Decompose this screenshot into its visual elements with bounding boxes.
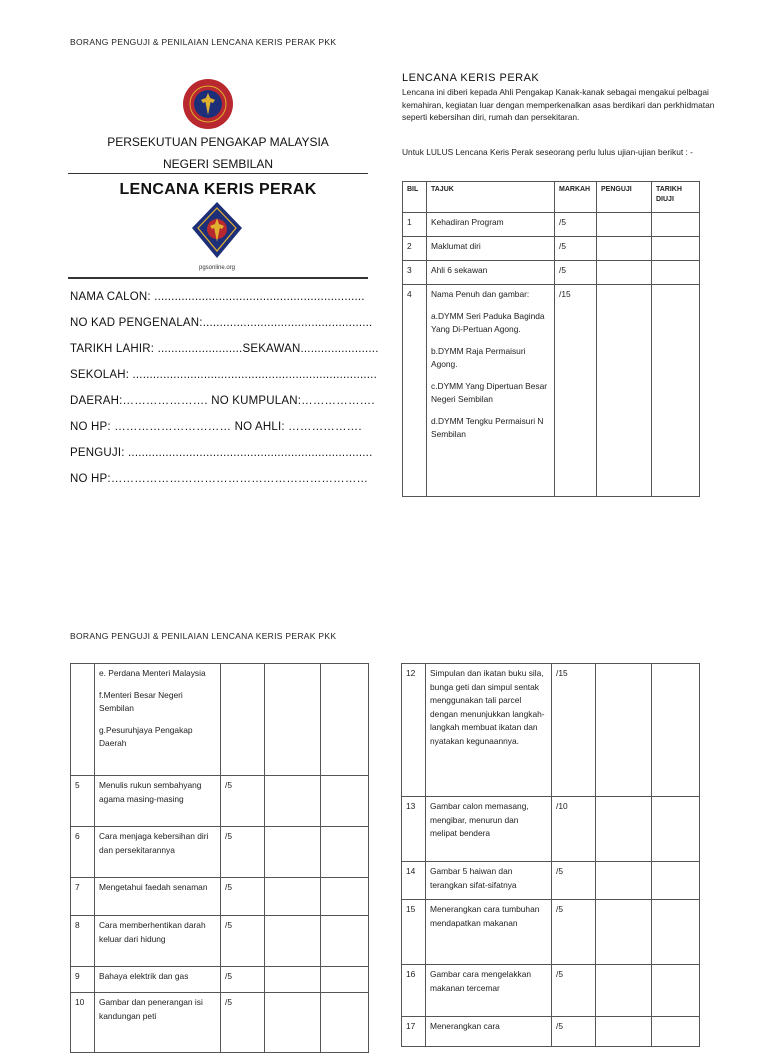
right-title: LENCANA KERIS PERAK	[402, 72, 540, 84]
table-row	[71, 916, 369, 967]
row-penguji-cell[interactable]	[265, 776, 321, 827]
row-bil: 1	[403, 213, 427, 237]
row-markah: /5	[552, 965, 596, 1017]
requirements-table-page2-left	[70, 663, 369, 1053]
row-markah: /5	[221, 827, 265, 878]
row-markah: /5	[552, 900, 596, 965]
table-row	[71, 827, 369, 878]
row-markah: /5	[555, 237, 597, 261]
row-tarikh-cell[interactable]	[321, 916, 369, 967]
row-markah: /5	[221, 993, 265, 1053]
row4-part: c.DYMM Yang Dipertuan Besar Negeri Sembilan	[431, 380, 548, 404]
table-row	[71, 967, 369, 993]
scout-association-logo	[182, 78, 234, 130]
row-tajuk: Gambar calon memasang, mengibar, menurun dan melipat bendera	[426, 797, 552, 862]
row-markah: /5	[221, 967, 265, 993]
row-markah: /5	[552, 862, 596, 900]
row-bil: 14	[402, 862, 426, 900]
row-penguji-cell[interactable]	[596, 862, 652, 900]
row-markah: /10	[552, 797, 596, 862]
row-bil: 4	[403, 285, 427, 497]
row-bil: 9	[71, 967, 95, 993]
header-penguji: PENGUJI	[597, 182, 652, 213]
row-penguji-cell[interactable]	[597, 261, 652, 285]
field-nama-calon[interactable]: NAMA CALON: ..............................................................	[70, 291, 365, 303]
row-penguji-cell[interactable]	[596, 900, 652, 965]
row-tarikh-cell[interactable]	[652, 285, 700, 497]
row-markah: /5	[221, 916, 265, 967]
row-tajuk: Maklumat diri	[427, 237, 555, 261]
organization-state: NEGERI SEMBILAN	[162, 157, 274, 171]
row-tajuk: Gambar dan penerangan isi kandungan peti	[95, 993, 221, 1053]
field-no-kad-pengenalan[interactable]: NO KAD PENGENALAN:..................................................	[70, 317, 373, 329]
row-tarikh-cell[interactable]	[321, 967, 369, 993]
header-markah: MARKAH	[555, 182, 597, 213]
row4-part: Nama Penuh dan gambar:	[431, 289, 530, 299]
table-row	[403, 285, 700, 497]
row-penguji-cell[interactable]	[265, 827, 321, 878]
row-markah: /5	[555, 213, 597, 237]
keris-perak-badge-emblem	[190, 200, 244, 272]
row4-continued-part: f.Menteri Besar Negeri Sembilan	[99, 689, 183, 713]
row-tarikh-cell[interactable]	[652, 965, 700, 1017]
row-tajuk	[95, 664, 221, 776]
row-tajuk: Gambar cara mengelakkan makanan tercemar	[426, 965, 552, 1017]
row-penguji-cell[interactable]	[597, 285, 652, 497]
row-bil: 3	[403, 261, 427, 285]
table-row	[403, 237, 700, 261]
row-tajuk: Cara menjaga kebersihan diri dan persekitarannya	[95, 827, 221, 878]
row4-continued-part: e. Perdana Menteri Malaysia	[99, 668, 206, 678]
field-no-hp-no-ahli[interactable]: NO HP: ………………………… NO AHLI: ……………….	[70, 421, 362, 433]
row-penguji-cell[interactable]	[265, 664, 321, 776]
row-penguji-cell[interactable]	[597, 237, 652, 261]
row-tajuk: Simpulan dan ikatan buku sila, bunga geti dan simpul sentak menggunakan tali parcel dengan menunjukkan langkah-langkah membuat ikatan dan nyatakan kegunaannya.	[426, 664, 552, 797]
row-bil	[71, 664, 95, 776]
row-markah: /5	[555, 261, 597, 285]
table-row	[402, 664, 700, 797]
row-tajuk: Mengetahui faedah senaman	[95, 878, 221, 916]
row-tajuk: Menerangkan cara tumbuhan mendapatkan makanan	[426, 900, 552, 965]
intro-paragraph: Lencana ini diberi kepada Ahli Pengakap Kanak-kanak sebagai mengakui pelbagai kemahiran, kegiatan luar dengan memperkenalkan asas berdikari dan perkhidmatan seperti kebersihan diri, rumah dan persekitaran.	[402, 87, 715, 122]
row-markah: /15	[552, 664, 596, 797]
row-bil: 5	[71, 776, 95, 827]
row-tarikh-cell[interactable]	[652, 900, 700, 965]
row-markah: /5	[552, 1017, 596, 1047]
row4-part: b.DYMM Raja Permaisuri Agong.	[431, 345, 526, 369]
row-markah: /5	[221, 776, 265, 827]
row-bil: 7	[71, 878, 95, 916]
row-penguji-cell[interactable]	[265, 916, 321, 967]
field-sekolah[interactable]: SEKOLAH: ........................................................................	[70, 369, 377, 381]
row-penguji-cell[interactable]	[596, 797, 652, 862]
table-row	[402, 797, 700, 862]
divider-bottom	[68, 277, 368, 279]
row-tajuk: Bahaya elektrik dan gas	[95, 967, 221, 993]
row-tarikh-cell[interactable]	[652, 664, 700, 797]
row-bil: 2	[403, 237, 427, 261]
page2-header: BORANG PENGUJI & PENILAIAN LENCANA KERIS PERAK PKK	[70, 631, 337, 641]
row-tarikh-cell[interactable]	[321, 776, 369, 827]
row-penguji-cell[interactable]	[265, 993, 321, 1053]
row-tajuk	[427, 285, 555, 497]
row-bil: 13	[402, 797, 426, 862]
table-row	[71, 664, 369, 776]
table-row	[71, 993, 369, 1053]
badge-title: LENCANA KERIS PERAK	[119, 181, 317, 198]
row-tajuk: Menulis rukun sembahyang agama masing-masing	[95, 776, 221, 827]
row-penguji-cell[interactable]	[265, 967, 321, 993]
row-tarikh-cell[interactable]	[652, 213, 700, 237]
divider-top	[68, 173, 368, 174]
row-tajuk: Cara memberhentikan darah keluar dari hidung	[95, 916, 221, 967]
row-tarikh-cell[interactable]	[652, 237, 700, 261]
table-row	[402, 965, 700, 1017]
row-tarikh-cell[interactable]	[321, 993, 369, 1053]
row-bil: 12	[402, 664, 426, 797]
row-tajuk: Kehadiran Program	[427, 213, 555, 237]
row-penguji-cell[interactable]	[265, 878, 321, 916]
row-tarikh-cell[interactable]	[652, 261, 700, 285]
row-bil: 6	[71, 827, 95, 878]
requirements-table-page2-right	[401, 663, 700, 1047]
row-tajuk: Gambar 5 haiwan dan terangkan sifat-sifatnya	[426, 862, 552, 900]
row-bil: 8	[71, 916, 95, 967]
row-tarikh-cell[interactable]	[321, 878, 369, 916]
header-tajuk: TAJUK	[427, 182, 555, 213]
organization-name: PERSEKUTUAN PENGAKAP MALAYSIA	[107, 135, 329, 149]
table-header-row	[403, 182, 700, 213]
row-tarikh-cell[interactable]	[321, 664, 369, 776]
row-tarikh-cell[interactable]	[321, 827, 369, 878]
table-row	[71, 878, 369, 916]
row-bil: 16	[402, 965, 426, 1017]
row-markah	[221, 664, 265, 776]
field-penguji[interactable]: PENGUJI: ........................................................................	[70, 447, 373, 459]
header-tarikh-diuji: TARIKH DIUJI	[652, 182, 700, 213]
requirements-table-page1	[402, 181, 700, 497]
row-penguji-cell[interactable]	[596, 965, 652, 1017]
table-row	[403, 261, 700, 285]
row-tarikh-cell[interactable]	[652, 862, 700, 900]
row-penguji-cell[interactable]	[596, 664, 652, 797]
table-row	[402, 862, 700, 900]
row-markah: /15	[555, 285, 597, 497]
field-penguji-no-hp[interactable]: NO HP:…………………………………………………………	[70, 473, 369, 485]
table-row	[403, 213, 700, 237]
badge-website-text: pgsonline.org	[198, 265, 236, 271]
table-row	[402, 900, 700, 965]
row-bil: 10	[71, 993, 95, 1053]
table-row	[402, 1017, 700, 1047]
row-tajuk: Ahli 6 sekawan	[427, 261, 555, 285]
row-tarikh-cell[interactable]	[652, 797, 700, 862]
row-tarikh-cell[interactable]	[652, 1017, 700, 1047]
row-bil: 17	[402, 1017, 426, 1047]
instruction-paragraph: Untuk LULUS Lencana Keris Perak seseorang perlu lulus ujian-ujian berikut : -	[402, 147, 693, 157]
table-row	[71, 776, 369, 827]
row-bil: 15	[402, 900, 426, 965]
field-tarikh-lahir-sekawan[interactable]: TARIKH LAHIR: .........................SEKAWAN.......................	[70, 343, 379, 355]
row-tajuk: Menerangkan cara	[426, 1017, 552, 1047]
row4-part: d.DYMM Tengku Permaisuri N Sembilan	[431, 415, 544, 439]
row-penguji-cell[interactable]	[596, 1017, 652, 1047]
header-bil: BIL	[403, 182, 427, 213]
field-daerah-no-kumpulan[interactable]: DAERAH:…………………. NO KUMPULAN:……………….	[70, 395, 375, 407]
row4-continued-part: g.Pesuruhjaya Pengakap Daerah	[99, 724, 193, 748]
row-markah: /5	[221, 878, 265, 916]
row4-part: a.DYMM Seri Paduka Baginda Yang Di-Pertuan Agong.	[431, 310, 545, 334]
row-penguji-cell[interactable]	[597, 213, 652, 237]
page1-header: BORANG PENGUJI & PENILAIAN LENCANA KERIS PERAK PKK	[70, 37, 337, 47]
